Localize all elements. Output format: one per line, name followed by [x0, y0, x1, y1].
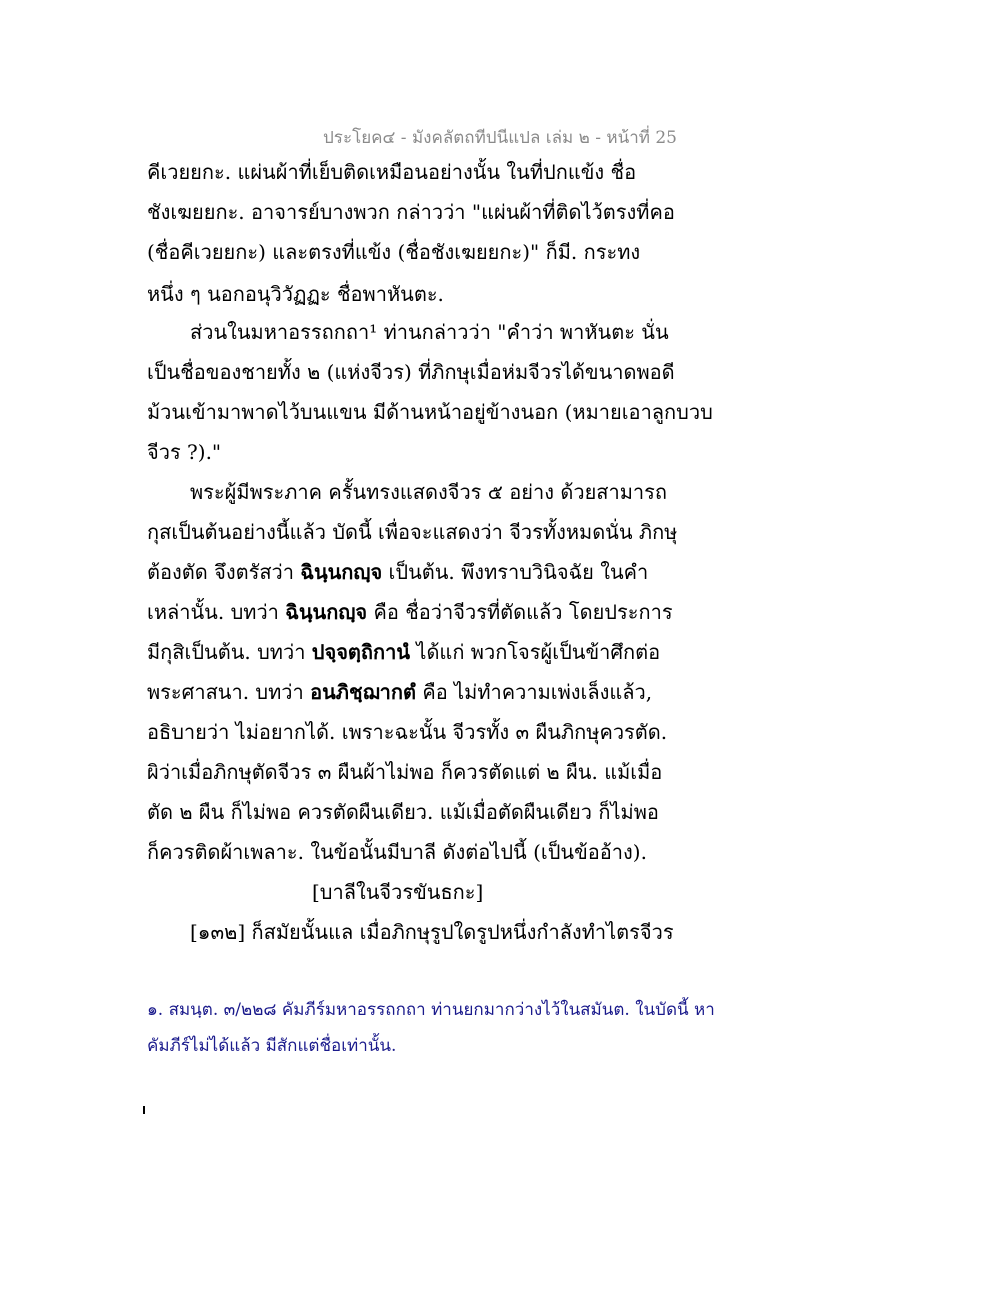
text-line: พระศาสนา. บทว่า อนภิชฺฌากตํ คือ ไม่ทำความเพ่งเล็งแล้ว, — [147, 680, 653, 704]
section-title: [บาลีในจีวรขันธกะ] — [312, 880, 484, 904]
text-line: เหล่านั้น. บทว่า ฉินฺนกญฺจ คือ ชื่อว่าจีวรที่ตัดแล้ว โดยประการ — [147, 600, 673, 624]
text-line: จีวร ?)." — [147, 440, 222, 464]
footnote-line: ๑. สมนฺต. ๓/๒๒๘ คัมภีร์มหาอรรถกถา ท่านยกมากว่างไว้ในสมันต. ในบัดนี้ หา — [147, 1000, 715, 1020]
text-line: ม้วนเข้ามาพาดไว้บนแขน มีด้านหน้าอยู่ข้างนอก (หมายเอาลูกบวบ — [147, 400, 713, 424]
stray-mark — [143, 1106, 145, 1114]
text-line: หนึ่ง ๆ นอกอนุวิวัฏฏะ ชื่อพาหันตะ. — [147, 282, 444, 306]
text-line: ตัด ๒ ผืน ก็ไม่พอ ควรตัดผืนเดียว. แม้เมื่อตัดผืนเดียว ก็ไม่พอ — [147, 800, 659, 824]
text-line: กุสเป็นต้นอย่างนี้แล้ว บัดนี้ เพื่อจะแสดงว่า จีวรทั้งหมดนั่น ภิกษุ — [147, 520, 678, 544]
text-line: ส่วนในมหาอรรถกถา¹ ท่านกล่าวว่า "คำว่า พาหันตะ นั่น — [190, 320, 669, 344]
text-line: มีกุสิเป็นต้น. บทว่า ปจฺจตฺถิกานํ ได้แก่ พวกโจรผู้เป็นข้าศึกต่อ — [147, 640, 661, 664]
text-line: พระผู้มีพระภาค ครั้นทรงแสดงจีวร ๕ อย่าง ด้วยสามารถ — [190, 480, 667, 504]
text-line: คีเวยยกะ. แผ่นผ้าที่เย็บติดเหมือนอย่างนั้น ในที่ปกแข้ง ชื่อ — [147, 160, 637, 184]
text-line: เป็นชื่อของชายทั้ง ๒ (แห่งจีวร) ที่ภิกษุเมื่อห่มจีวรได้ขนาดพอดี — [147, 360, 675, 384]
text-line: (ชื่อคีเวยยกะ) และตรงที่แข้ง (ชื่อชังเฆยยกะ)" ก็มี. กระทง — [147, 240, 641, 264]
text-line: ผิว่าเมื่อภิกษุตัดจีวร ๓ ผืนผ้าไม่พอ ก็ควรตัดแต่ ๒ ผืน. แม้เมื่อ — [147, 760, 663, 784]
text-line: ก็ควรติดผ้าเพลาะ. ในข้อนั้นมีบาลี ดังต่อไปนี้ (เป็นข้ออ้าง). — [147, 840, 647, 864]
text-line: อธิบายว่า ไม่อยากได้. เพราะฉะนั้น จีวรทั้ง ๓ ผืนภิกษุควรตัด. — [147, 720, 668, 744]
pali-term: ฉินฺนกญฺจ — [300, 560, 383, 584]
page-header: ประโยค๔ - มังคลัตถทีปนีแปล เล่ม ๒ - หน้าที่ 25 — [323, 128, 677, 148]
text-line: ต้องตัด จึงตรัสว่า ฉินฺนกญฺจ เป็นต้น. พึงทราบวินิจฉัย ในคำ — [147, 560, 649, 584]
pali-term: ฉินฺนกญฺจ — [285, 600, 368, 624]
footnote-line: คัมภีร์ไม่ได้แล้ว มีสักแต่ชื่อเท่านั้น. — [147, 1036, 397, 1056]
pali-term: อนภิชฺฌากตํ — [310, 680, 416, 704]
pali-term: ปจฺจตฺถิกานํ — [311, 640, 411, 664]
text-line: ชังเฆยยกะ. อาจารย์บางพวก กล่าวว่า "แผ่นผ้าที่ติดไว้ตรงที่คอ — [147, 200, 675, 224]
text-line: [๑๓๒] ก็สมัยนั้นแล เมื่อภิกษุรูปใดรูปหนึ่งกำลังทำไตรจีวร — [190, 920, 674, 944]
